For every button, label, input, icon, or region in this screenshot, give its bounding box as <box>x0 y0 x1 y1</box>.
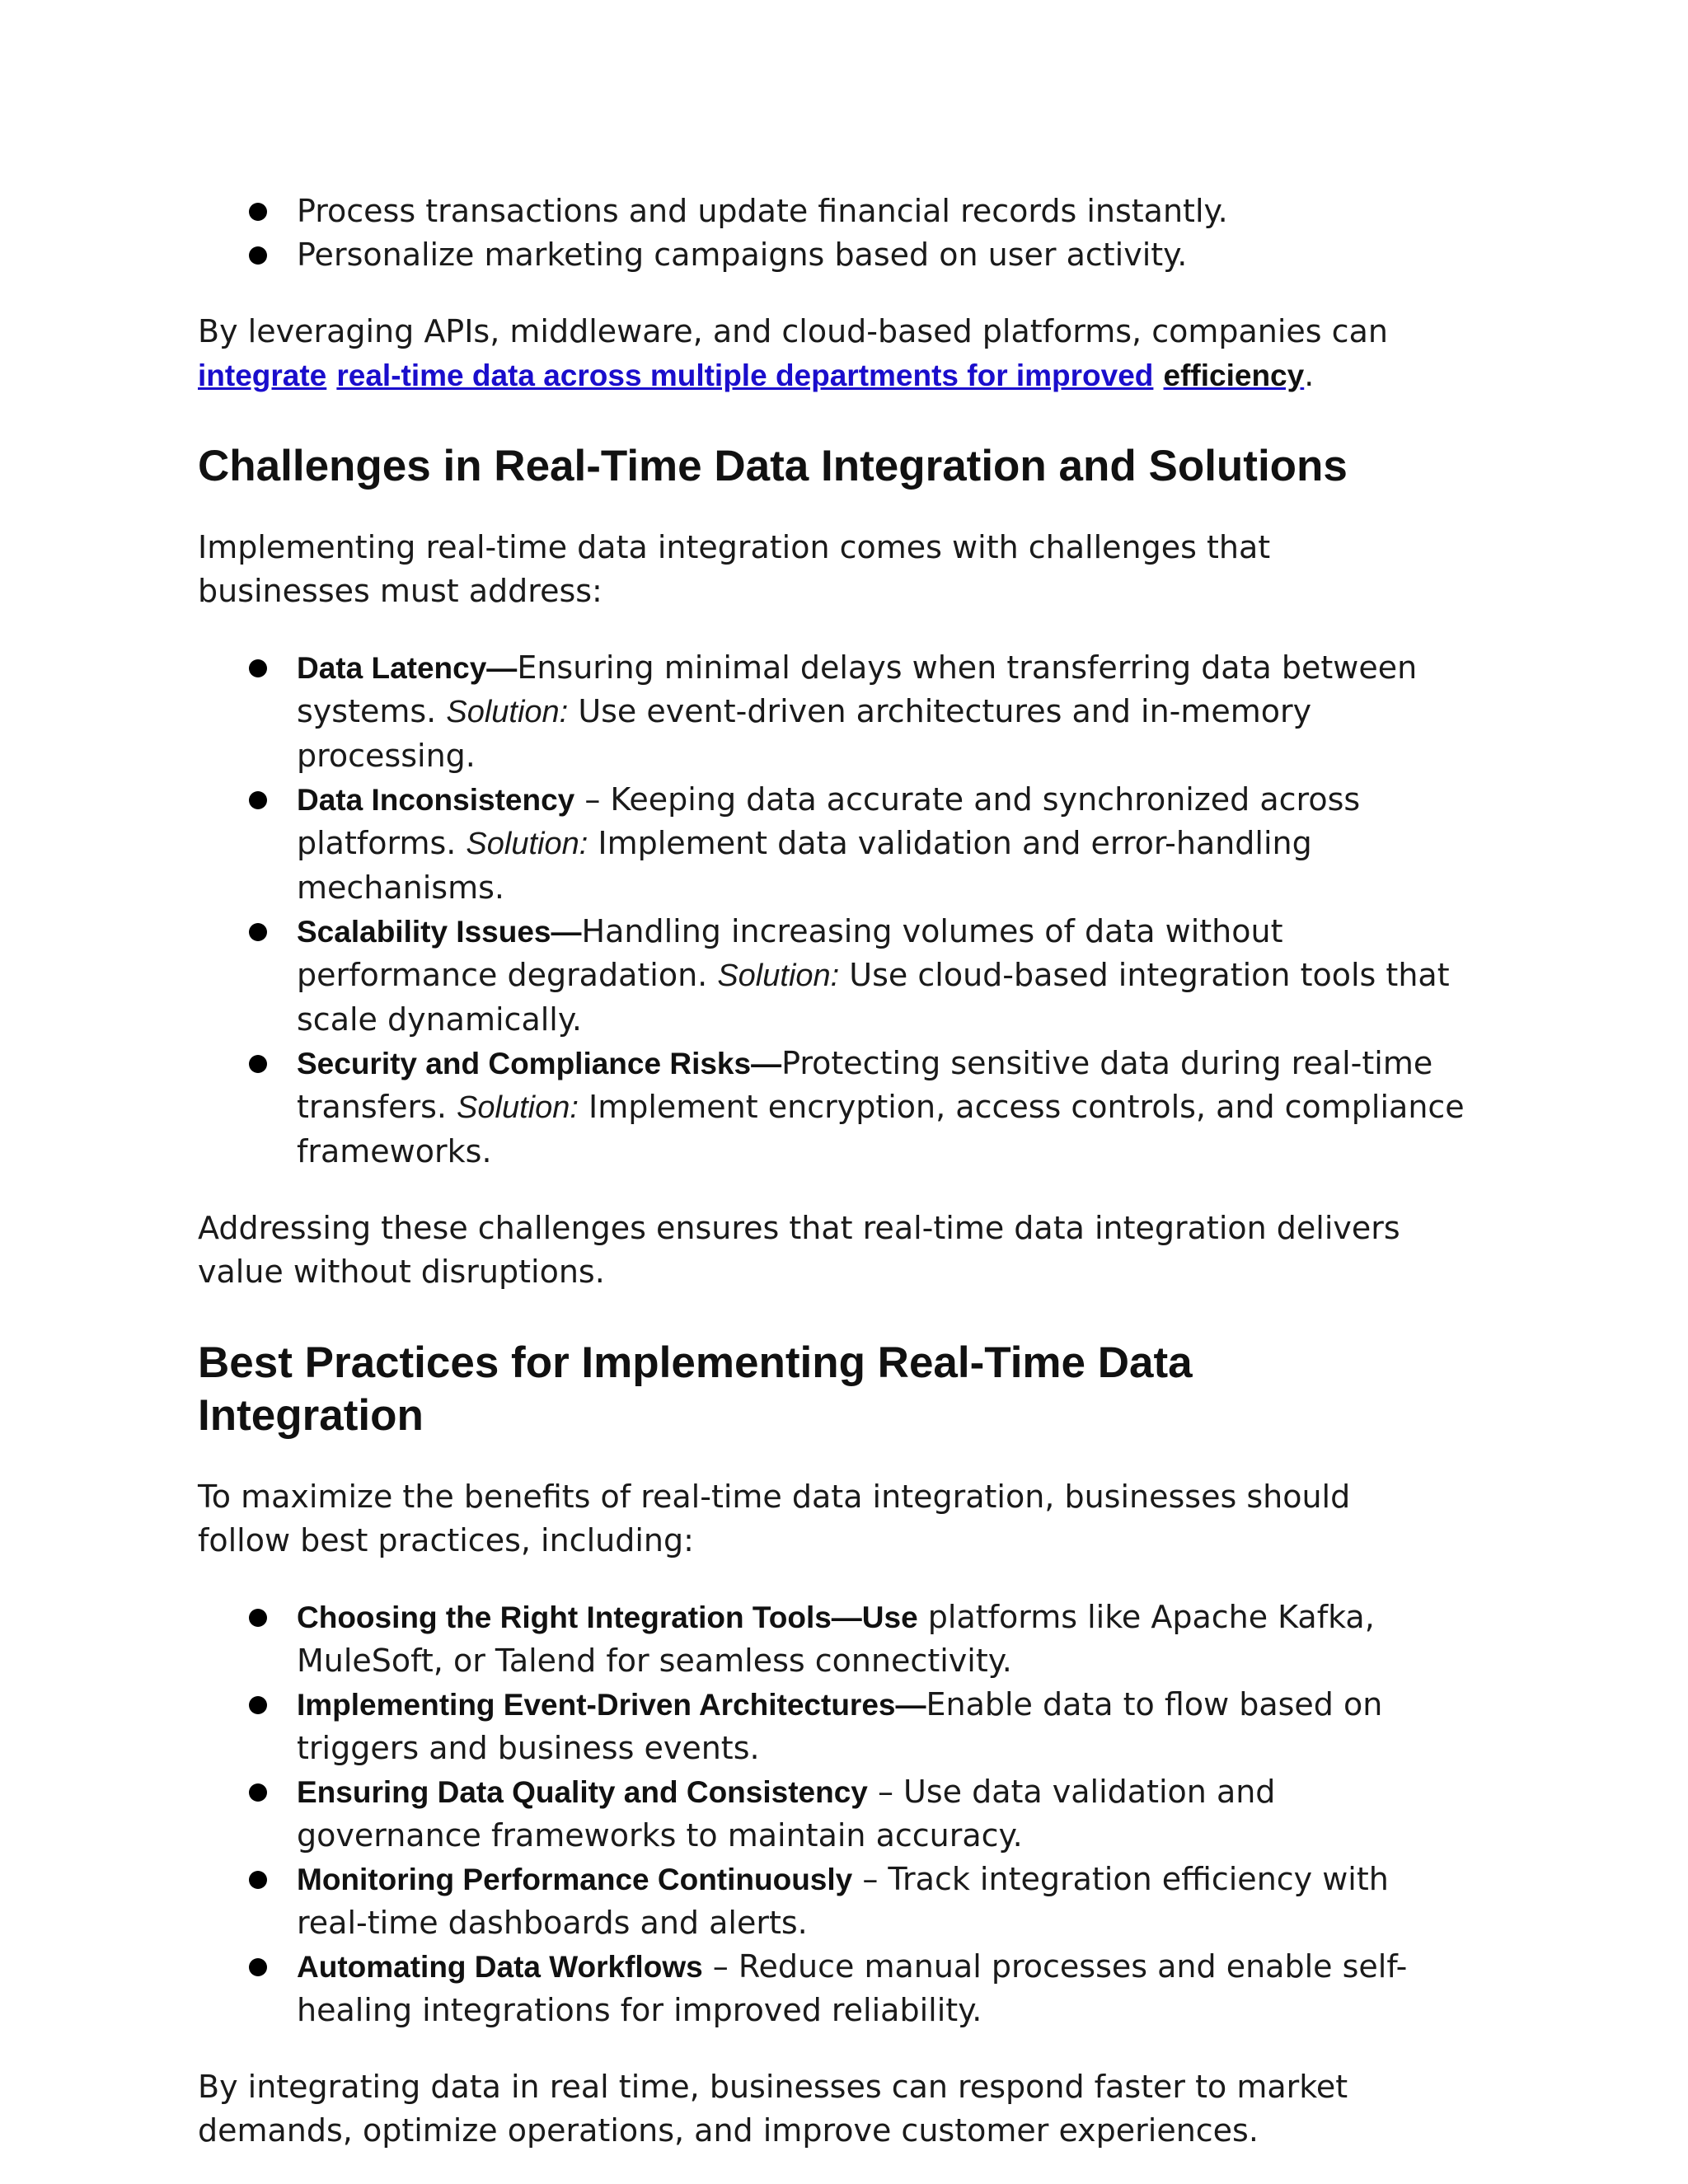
challenges-closing: Addressing these challenges ensures that real-time data integration delivers value without disruptions. <box>198 1210 1400 1290</box>
best-practices-heading: Best Practices for Implementing Real-Time Data Integration <box>198 1338 1193 1440</box>
bullet-icon <box>249 1609 267 1627</box>
challenges-intro: Implementing real-time data integration comes with challenges that businesses must address: <box>198 529 1271 609</box>
list-item: Data Inconsistency – Keeping data accurate and synchronized across platforms. Solution: Implement data validation and error-handling mechanisms. <box>297 778 1484 910</box>
list-item: Security and Compliance Risks—Protecting sensitive data during real-time transfers. Solution: Implement encryption, access controls, and compliance frameworks. <box>297 1042 1484 1174</box>
list-item: Scalability Issues—Handling increasing volumes of data without performance degradation. Solution: Use cloud-based integration tools that scale dynamically. <box>297 910 1484 1042</box>
real-time-data-link[interactable]: real-time data across multiple departments for improved <box>336 359 1154 392</box>
bullet-icon <box>249 659 267 677</box>
list-item: Monitoring Performance Continuously – Track integration efficiency with real-time dashboards and alerts. <box>297 1858 1451 1945</box>
list-item: Process transactions and update financial records instantly. <box>297 190 1484 233</box>
bullet-icon <box>249 1871 267 1889</box>
bullet-icon <box>249 246 267 265</box>
list-item: Automating Data Workflows – Reduce manual processes and enable self-healing integrations for improved reliability. <box>297 1945 1451 2032</box>
challenges-list <box>198 646 1484 1174</box>
list-item: Choosing the Right Integration Tools—Use platforms like Apache Kafka, MuleSoft, or Talend for seamless connectivity. <box>297 1596 1451 1683</box>
intro-bullet-list <box>198 190 1484 277</box>
list-item: Implementing Event-Driven Architectures—Enable data to flow based on triggers and business events. <box>297 1683 1451 1770</box>
bullet-icon <box>249 1958 267 1976</box>
best-practices-closing: By integrating data in real time, businesses can respond faster to market demands, optimize operations, and improve customer experiences. <box>198 2069 1348 2149</box>
bullet-icon <box>249 1783 267 1802</box>
bullet-icon <box>249 791 267 809</box>
bullet-icon <box>249 923 267 941</box>
list-item: Ensuring Data Quality and Consistency – Use data validation and governance frameworks to maintain accuracy. <box>297 1770 1451 1858</box>
bullet-icon <box>249 1696 267 1714</box>
challenges-heading: Challenges in Real-Time Data Integration and Solutions <box>198 442 1348 490</box>
list-item: Personalize marketing campaigns based on user activity. <box>297 233 1484 277</box>
best-practices-list <box>198 1596 1451 2032</box>
best-practices-intro: To maximize the benefits of real-time data integration, businesses should follow best practices, including: <box>198 1479 1351 1558</box>
list-item: Data Latency—Ensuring minimal delays when transferring data between systems. Solution: Use event-driven architectures and in-memory processing. <box>297 646 1484 778</box>
document-page <box>198 190 1484 2153</box>
bullet-icon <box>249 1055 267 1073</box>
bullet-icon <box>249 203 267 221</box>
integrate-link[interactable]: integrate <box>198 359 327 392</box>
efficiency-link[interactable]: efficiency <box>1163 359 1305 392</box>
api-paragraph: By leveraging APIs, middleware, and cloud-based platforms, companies can integrate real-time data across multiple departments for improved efficiency. <box>198 313 1388 393</box>
